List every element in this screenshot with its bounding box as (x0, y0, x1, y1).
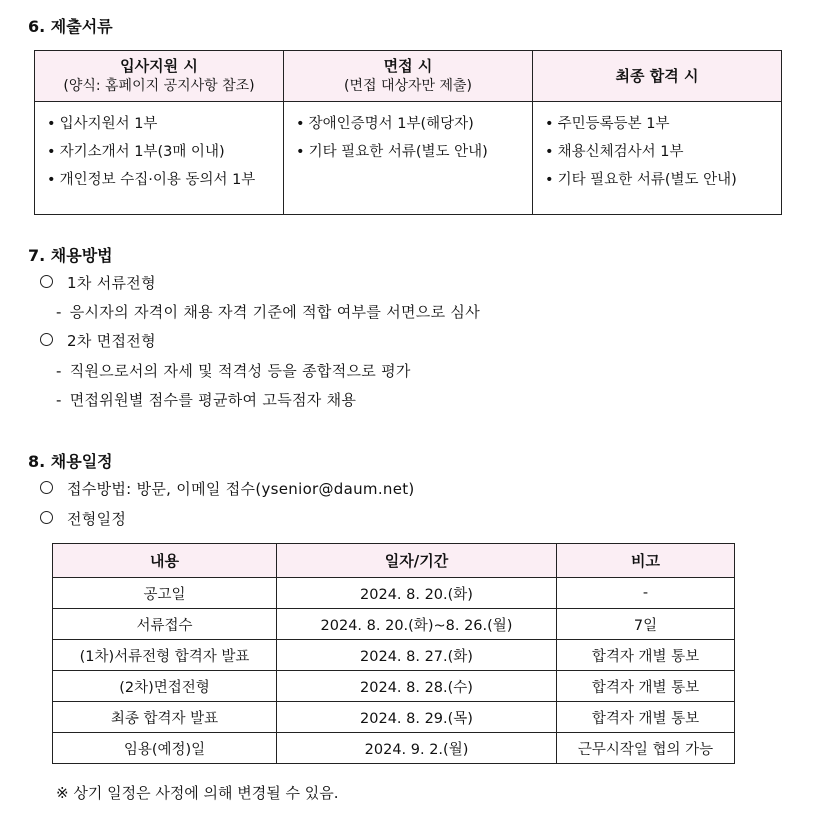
stage-1-title-row (40, 272, 156, 293)
stage-2-detail-1: 직원으로서의 자세 및 적격성 등을 종합적으로 평가 (69, 362, 411, 380)
schedule-cell-content: 공고일 (53, 578, 277, 609)
schedule-cell-remarks: 7일 (557, 609, 735, 640)
circle-bullet-icon (40, 333, 53, 346)
docs-list-item: • 채용신체검사서 1부 (545, 138, 781, 166)
circle-bullet-icon (40, 481, 53, 494)
application-method-row (40, 478, 415, 499)
docs-cell-final (533, 102, 782, 215)
table-row (53, 609, 735, 640)
stage-2-detail-row-1 (56, 360, 411, 381)
docs-header-application (35, 51, 284, 102)
docs-list-item: • 장애인증명서 1부(해당자) (296, 110, 532, 138)
stage-1-title: 1차 서류전형 (67, 274, 156, 292)
schedule-cell-date: 2024. 8. 20.(화) (277, 578, 557, 609)
table-row (53, 702, 735, 733)
stage-1-detail-row (56, 301, 480, 322)
docs-list-item: • 개인정보 수집·이용 동의서 1부 (47, 166, 283, 194)
docs-list-item: • 기타 필요한 서류(별도 안내) (296, 138, 532, 166)
docs-header-final (533, 51, 782, 102)
schedule-cell-content: 서류접수 (53, 609, 277, 640)
schedule-table (52, 543, 735, 764)
schedule-header-content: 내용 (53, 544, 277, 578)
schedule-cell-remarks: 근무시작일 협의 가능 (557, 733, 735, 764)
schedule-cell-remarks: - (557, 578, 735, 609)
schedule-cell-content: (1차)서류전형 합격자 발표 (53, 640, 277, 671)
docs-header-interview-subtitle: (면접 대상자만 제출) (343, 78, 473, 94)
section-7-heading: 7. 채용방법 (28, 246, 113, 265)
docs-list-interview (296, 110, 532, 166)
schedule-cell-remarks: 합격자 개별 통보 (557, 671, 735, 702)
docs-header-application-subtitle: (양식: 홈페이지 공지사항 참조) (63, 78, 255, 94)
schedule-cell-remarks: 합격자 개별 통보 (557, 640, 735, 671)
schedule-cell-date: 2024. 8. 29.(목) (277, 702, 557, 733)
circle-bullet-icon (40, 275, 53, 288)
docs-header-interview-title: 면접 시 (383, 57, 433, 75)
docs-list-item: • 입사지원서 1부 (47, 110, 283, 138)
documents-table (34, 50, 782, 215)
schedule-cell-content: 최종 합격자 발표 (53, 702, 277, 733)
schedule-cell-content: 임용(예정)일 (53, 733, 277, 764)
docs-list-item: • 자기소개서 1부(3매 이내) (47, 138, 283, 166)
application-method: 접수방법: 방문, 이메일 접수(ysenior@daum.net) (67, 480, 415, 498)
docs-cell-interview (284, 102, 533, 215)
schedule-cell-date: 2024. 9. 2.(월) (277, 733, 557, 764)
table-row (53, 671, 735, 702)
table-row (53, 640, 735, 671)
docs-header-interview (284, 51, 533, 102)
stage-1-detail: 응시자의 자격이 채용 자격 기준에 적합 여부를 서면으로 심사 (69, 303, 481, 321)
stage-2-title-row (40, 330, 156, 351)
docs-list-item: • 기타 필요한 서류(별도 안내) (545, 166, 781, 194)
section-6-heading: 6. 제출서류 (28, 17, 113, 36)
stage-2-detail-row-2 (56, 389, 356, 410)
docs-list-item: • 주민등록등본 1부 (545, 110, 781, 138)
schedule-cell-date: 2024. 8. 20.(화)~8. 26.(월) (277, 609, 557, 640)
schedule-cell-content: (2차)면접전형 (53, 671, 277, 702)
dash-bullet-icon: - (56, 362, 62, 380)
docs-list-application (47, 110, 283, 194)
schedule-header-remarks: 비고 (557, 544, 735, 578)
stage-2-detail-2: 면접위원별 점수를 평균하여 고득점자 채용 (69, 391, 357, 409)
docs-header-application-title: 입사지원 시 (120, 57, 198, 75)
stage-2-title: 2차 면접전형 (67, 332, 156, 350)
docs-list-final (545, 110, 781, 194)
docs-header-final-title: 최종 합격 시 (615, 67, 699, 85)
schedule-cell-date: 2024. 8. 27.(화) (277, 640, 557, 671)
schedule-title-row (40, 508, 126, 529)
schedule-cell-date: 2024. 8. 28.(수) (277, 671, 557, 702)
schedule-header-date: 일자/기간 (277, 544, 557, 578)
table-row (53, 733, 735, 764)
schedule-title: 전형일정 (67, 510, 127, 528)
schedule-footnote: ※ 상기 일정은 사정에 의해 변경될 수 있음. (56, 784, 339, 802)
dash-bullet-icon: - (56, 391, 62, 409)
table-row (53, 578, 735, 609)
schedule-cell-remarks: 합격자 개별 통보 (557, 702, 735, 733)
dash-bullet-icon: - (56, 303, 62, 321)
section-8-heading: 8. 채용일정 (28, 452, 113, 471)
circle-bullet-icon (40, 511, 53, 524)
docs-cell-application (35, 102, 284, 215)
